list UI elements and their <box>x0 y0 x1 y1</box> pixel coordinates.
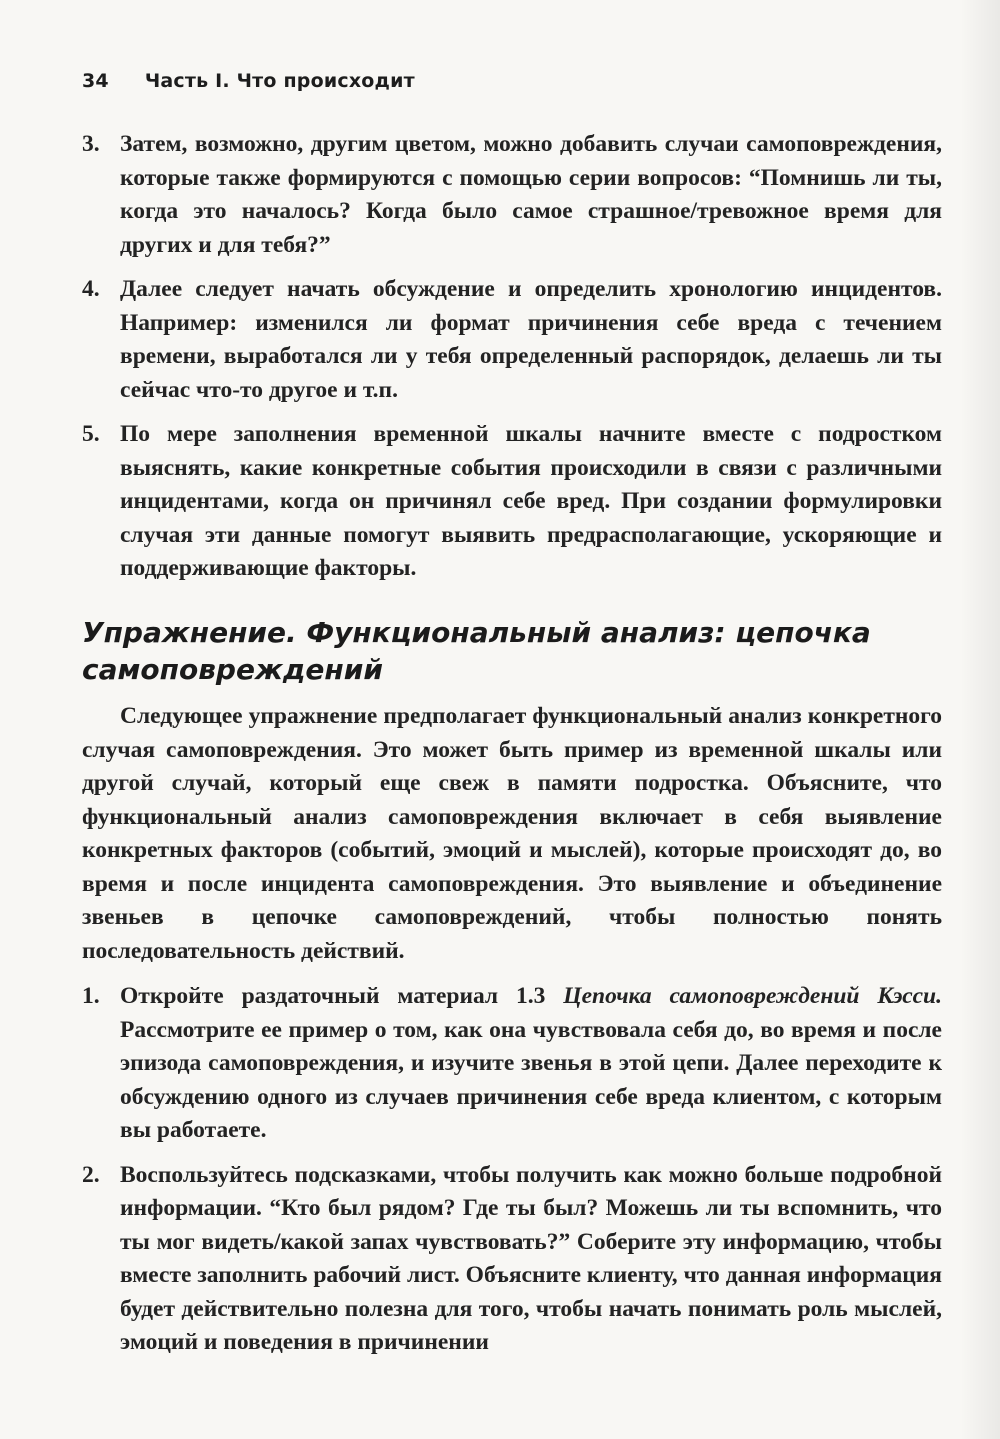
list-marker: 5. <box>82 421 100 447</box>
page-edge-shadow <box>960 0 1000 1439</box>
list-item-text: Затем, возможно, другим цветом, можно добавить случаи самоповреждения, которые также формируются с помощью серии вопросов: “Помнишь ли ты, когда это началось? Когда было самое страшное/тревожное время для других и для тебя?” <box>120 131 942 258</box>
intro-paragraph: Следующее упражнение предполагает функциональный анализ конкретного случая самоповреждения. Это может быть пример из временной шкалы или другой случай, который еще свеж в памяти подростка. Объясните, что функциональный анализ самоповреждения включает в себя выявление конкретных факторов (событий, эмоций и мыслей), которые происходят до, во время и после инцидента самоповреждения. Это выявление и объединение звеньев в цепочке самоповреждений, чтобы полностью понять последовательность действий. <box>82 703 942 964</box>
list-marker: 1. <box>82 983 100 1009</box>
list-item <box>82 980 942 1148</box>
list-item <box>82 1159 942 1360</box>
numbered-list-top <box>82 128 942 597</box>
section-heading: Упражнение. Функциональный анализ: цепочка самоповреждений <box>82 616 871 686</box>
list-marker: 4. <box>82 276 100 302</box>
list-item <box>82 273 942 407</box>
running-header <box>82 70 415 92</box>
list-marker: 3. <box>82 131 100 157</box>
list-item-text-start: Откройте раздаточный материал 1.3 <box>120 983 564 1009</box>
list-item-text: Далее следует начать обсуждение и определить хронологию инцидентов. Например: изменился ли формат причинения себе вреда с течением времени, выработался ли у тебя определенный распорядок, делаешь ли ты сейчас что-то другое и т.п. <box>120 276 942 403</box>
list-item-text: Воспользуйтесь подсказками, чтобы получить как можно больше подробной информации. “Кто был рядом? Где ты был? Можешь ли ты вспомнить, что ты мог видеть/какой запах чувствовать?” Соберите эту информацию, чтобы вместе заполнить рабочий лист. Объясните клиенту, что данная информация будет действительно полезна для того, чтобы начать понимать роль мыслей, эмоций и поведения в причинении <box>120 1161 942 1355</box>
running-title: Часть I. Что происходит <box>144 70 415 92</box>
list-item-text-end: Рассмотрите ее пример о том, как она чувствовала себя до, во время и после эпизода самоповреждения, и изучите звенья в этой цепи. Далее переходите к обсуждению одного из случаев причинения себе вреда клиентом, с которым вы работаете. <box>120 1016 942 1143</box>
numbered-list-bottom <box>82 980 942 1371</box>
list-item <box>82 418 942 586</box>
handout-title: Цепочка самоповреждений Кэсси. <box>563 983 943 1009</box>
list-marker: 2. <box>82 1161 100 1188</box>
list-item-text: По мере заполнения временной шкалы начните вместе с подростком выяснять, какие конкретные события происходили в связи с различными инцидентами, когда он причинял себе вред. При создании формулировки случая эти данные помогут выявить предрасполагающие, ускоряющие и поддерживающие факторы. <box>120 421 942 581</box>
page-number: 34 <box>82 70 109 92</box>
list-item <box>82 128 942 262</box>
